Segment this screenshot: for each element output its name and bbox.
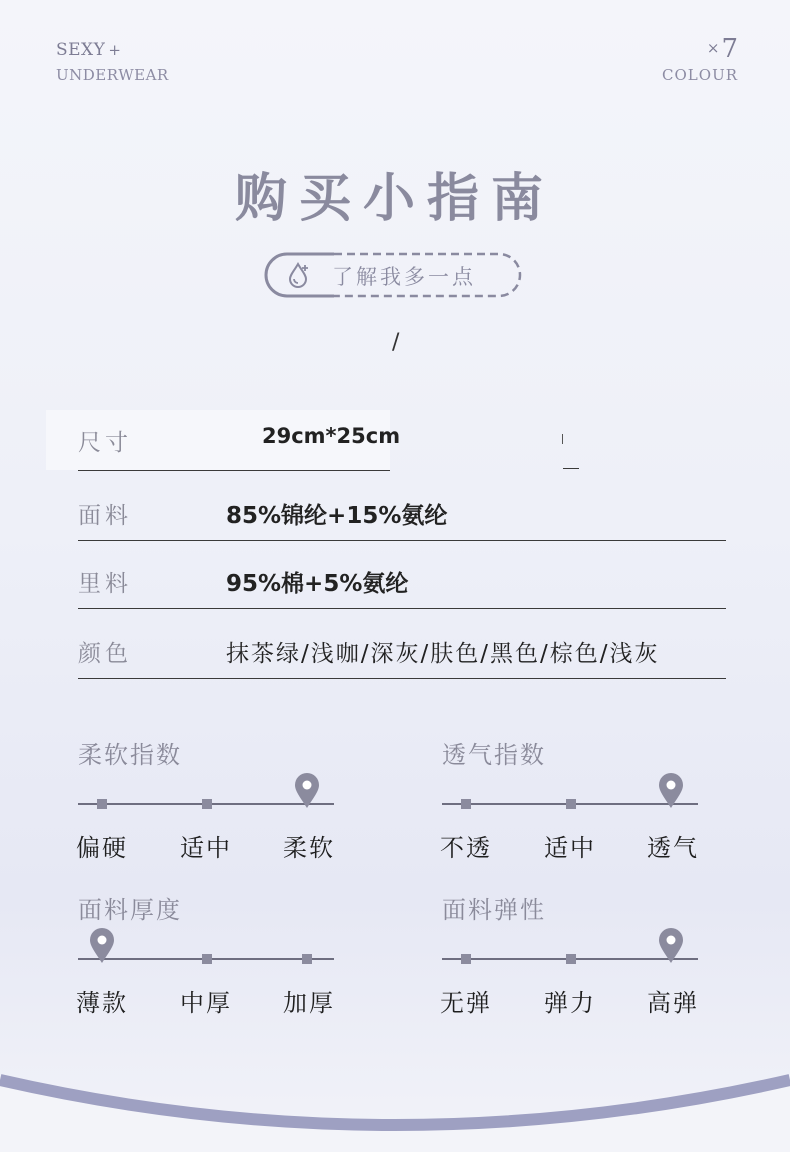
scale-tick xyxy=(566,954,576,964)
scale-tick xyxy=(461,799,471,809)
bottom-wave xyxy=(0,1060,790,1152)
count-multiplier: × xyxy=(706,39,720,57)
scale-option: 偏硬 xyxy=(76,834,128,862)
scale-tick xyxy=(202,799,212,809)
index-title: 面料弹性 xyxy=(442,896,546,924)
location-pin-icon xyxy=(658,773,684,809)
pill-label: 了解我多一点 xyxy=(332,265,476,289)
spec-value-size: 29cm*25cm xyxy=(262,424,401,448)
count-number: 7 xyxy=(721,34,738,64)
scale-option: 高弹 xyxy=(647,989,699,1017)
spec-label-size: 尺寸 xyxy=(78,430,132,456)
scale-option: 透气 xyxy=(647,834,699,862)
spec-label-fabric: 面料 xyxy=(78,503,132,529)
location-pin-icon xyxy=(89,928,115,964)
brand-line1: SEXY xyxy=(56,40,106,60)
index-title: 柔软指数 xyxy=(78,741,182,769)
index-elasticity xyxy=(442,890,702,1020)
index-thickness xyxy=(78,890,338,1020)
brand-name xyxy=(56,40,121,60)
spec-divider xyxy=(78,470,390,471)
scale-tick xyxy=(97,799,107,809)
spec-label-color: 颜色 xyxy=(78,641,132,667)
divider-slash: / xyxy=(392,330,400,355)
learn-more-pill[interactable] xyxy=(264,252,522,298)
scale-tick xyxy=(461,954,471,964)
scale-option: 弹力 xyxy=(544,989,596,1017)
location-pin-icon xyxy=(294,773,320,809)
brand-subtitle: UNDERWEAR xyxy=(56,66,169,84)
scale-tick xyxy=(202,954,212,964)
scale-option: 适中 xyxy=(180,834,232,862)
scale-option: 不透 xyxy=(440,834,492,862)
spec-label-lining: 里料 xyxy=(78,571,132,597)
spec-divider xyxy=(78,540,726,541)
water-drop-icon xyxy=(286,261,312,289)
scale-option: 中厚 xyxy=(180,989,232,1017)
scale-tick xyxy=(302,954,312,964)
index-title: 面料厚度 xyxy=(78,896,182,924)
brand-plus: + xyxy=(108,41,122,59)
spec-divider xyxy=(78,678,726,679)
colour-label: COLOUR xyxy=(662,66,738,84)
spec-value-color: 抹茶绿/浅咖/深灰/肤色/黑色/棕色/浅灰 xyxy=(226,641,660,667)
page-title: 购买小指南 xyxy=(234,168,555,229)
scale-option: 薄款 xyxy=(76,989,128,1017)
spec-value-fabric: 85%锦纶+15%氨纶 xyxy=(226,503,448,529)
scale-option: 无弹 xyxy=(440,989,492,1017)
scale-option: 适中 xyxy=(544,834,596,862)
location-pin-icon xyxy=(658,928,684,964)
scale-option: 柔软 xyxy=(283,834,335,862)
spec-divider xyxy=(78,608,726,609)
scale-tick xyxy=(566,799,576,809)
scale-option: 加厚 xyxy=(283,989,335,1017)
index-breathability xyxy=(442,735,702,865)
stray-dash xyxy=(563,468,579,469)
index-softness xyxy=(78,735,338,865)
index-title: 透气指数 xyxy=(442,741,546,769)
colour-count xyxy=(707,34,738,64)
spec-value-lining: 95%棉+5%氨纶 xyxy=(226,571,409,597)
stray-tick xyxy=(562,434,563,444)
